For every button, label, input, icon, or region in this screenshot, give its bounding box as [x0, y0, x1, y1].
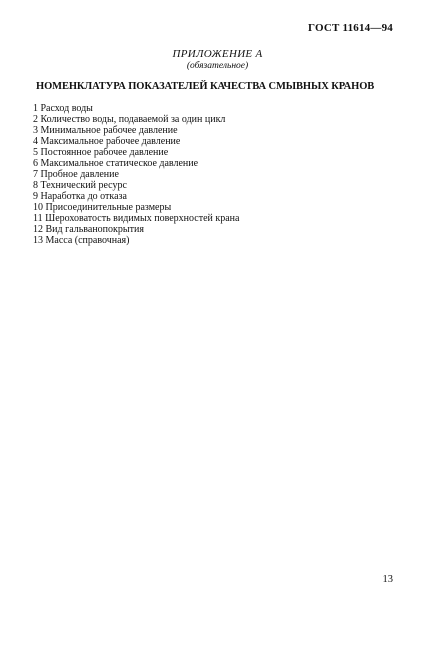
list-item: 9 Наработка до отказа [33, 191, 127, 202]
list-item: 6 Максимальное статическое давление [33, 158, 199, 169]
list-item: 11 Шероховатость видимых поверхностей крана [33, 213, 240, 224]
list-item: 4 Максимальное рабочее давление [33, 136, 181, 147]
list-item: 10 Присоединительные размеры [33, 202, 172, 213]
list-item: 3 Минимальное рабочее давление [33, 125, 178, 136]
list-item: 1 Расход воды [33, 103, 93, 114]
annex-title: ПРИЛОЖЕНИЕ А [172, 48, 263, 60]
list-item: 13 Масса (справочная) [33, 235, 130, 246]
section-heading: НОМЕНКЛАТУРА ПОКАЗАТЕЛЕЙ КАЧЕСТВА СМЫВНЫХ КРАНОВ [36, 81, 375, 92]
list-item: 2 Количество воды, подаваемой за один цикл [33, 114, 226, 125]
page-number: 13 [382, 574, 393, 585]
standard-number: ГОСТ 11614—94 [308, 22, 393, 34]
quality-indicators-list [33, 103, 239, 246]
list-item: 7 Пробное давление [33, 169, 119, 180]
annex-status: (обязательное) [186, 61, 249, 71]
list-item: 12 Вид гальванопокрытия [33, 224, 144, 235]
list-item: 8 Технический ресурс [33, 180, 127, 191]
list-item: 5 Постоянное рабочее давление [33, 147, 169, 158]
